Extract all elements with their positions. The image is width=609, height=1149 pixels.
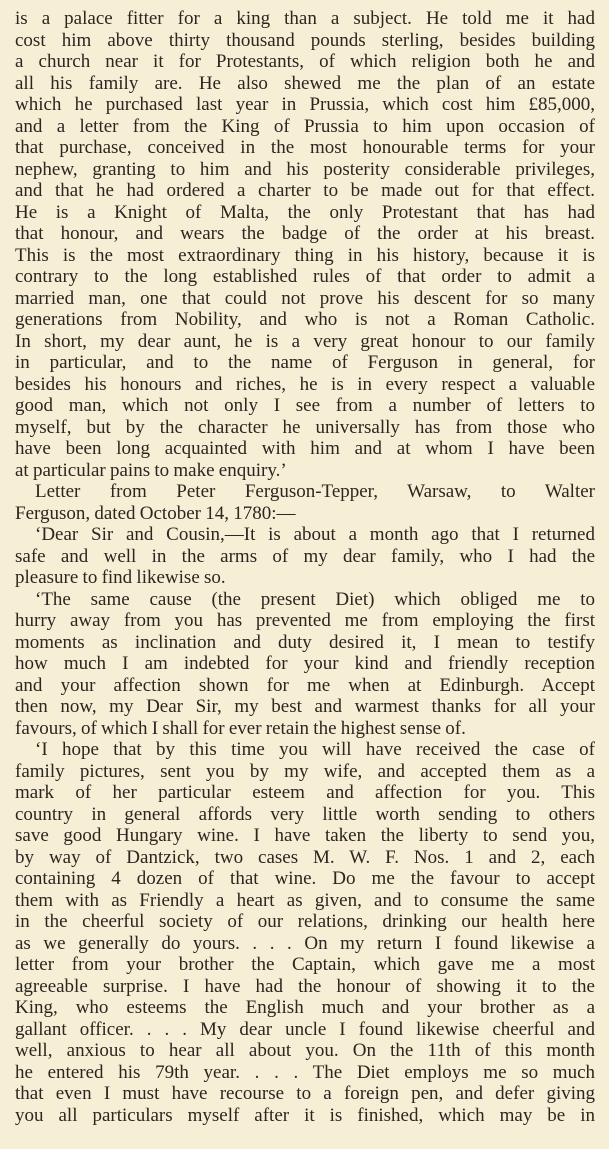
text-line: country in general affords very little worth sending to others [15, 803, 595, 825]
text-line: pleasure to find likewise so. [15, 567, 226, 588]
text-line: save good Hungary wine. I have taken the liberty to send you, [15, 825, 595, 846]
text-line: that honour, and wears the badge of the order at his breast. [15, 223, 595, 244]
text-line: He is a Knight of Malta, the only Protestant that has had [15, 201, 595, 223]
text-line: married man, one that could not prove his descent for so many [15, 287, 595, 309]
text-line: that purchase, conceived in the most honourable terms for your [15, 137, 595, 158]
text-line: besides his honours and riches, he is in every respect a valuable [15, 373, 595, 395]
text-line: agreeable surprise. I have had the honour of showing it to the [15, 975, 595, 997]
text-line: mark of her particular esteem and affection for you. This [15, 782, 595, 803]
text-line: contrary to the long established rules of that order to admit a [15, 266, 595, 287]
text-line: This is the most extraordinary thing in his history, because it is [15, 244, 595, 266]
text-line: all his family are. He also shewed me the plan of an estate [15, 72, 595, 94]
text-line: you all particulars myself after it is finished, which may be in [15, 1104, 595, 1126]
text-line: good man, which not only I see from a number of letters to [15, 395, 595, 416]
text-line: is a palace fitter for a king than a subject. He told me it had [15, 8, 595, 29]
text-line: as we generally do yours. . . . On my return I found likewise a [15, 932, 595, 954]
text-line: and your affection shown for me when at Edinburgh. Accept [15, 674, 595, 696]
text-line: well, anxious to hear all about you. On the 11th of this month [15, 1040, 595, 1061]
text-line: have been long acquainted with him and at whom I have been [15, 438, 595, 459]
text-line: gallant officer. . . . My dear uncle I found likewise cheerful and [15, 1018, 595, 1040]
text-line: ‘I hope that by this time you will have received the case of [35, 739, 595, 760]
text-line: nephew, granting to him and his posterity considerable privileges, [15, 158, 595, 180]
text-line: hurry away from you has prevented me from employing the first [15, 610, 595, 631]
paragraph [15, 8, 595, 481]
text-line: moments as inclination and duty desired it, I mean to testify [15, 631, 595, 653]
text-line: how much I am indebted for your kind and friendly reception [15, 653, 595, 674]
paragraph [15, 739, 595, 1126]
document-page [15, 8, 595, 1126]
paragraph [15, 524, 595, 589]
text-line: ‘The same cause (the present Diet) which obliged me to [35, 588, 595, 610]
text-line: that even I must have recourse to a foreign pen, and defer giving [15, 1083, 595, 1104]
text-line: by way of Dantzick, two cases M. W. F. Nos. 1 and 2, each [15, 846, 595, 868]
text-line: and a letter from the King of Prussia to him upon occasion of [15, 115, 595, 137]
text-line: them with as Friendly a heart as given, and to consume the same [15, 889, 595, 911]
text-line: safe and well in the arms of my dear family, who I had the [15, 545, 595, 567]
text-line: in particular, and to the name of Ferguson in general, for [15, 352, 595, 373]
text-line: cost him above thirty thousand pounds sterling, besides building [15, 29, 595, 51]
text-line: generations from Nobility, and who is not a Roman Catholic. [15, 309, 595, 330]
text-line: favours, of which I shall for ever retain the highest sense of. [15, 717, 466, 739]
text-line: King, who esteems the English much and your brother as a [15, 997, 595, 1018]
text-line: a church near it for Protestants, of which religion both he and [15, 51, 595, 72]
text-line: Ferguson, dated October 14, 1780:— [15, 502, 296, 524]
text-line: letter from your brother the Captain, which gave me a most [15, 954, 595, 975]
text-line: and that he had ordered a charter to be made out for that effect. [15, 180, 595, 201]
text-line: myself, but by the character he universally has from those who [15, 416, 595, 438]
text-line: ‘Dear Sir and Cousin,—It is about a month ago that I returned [35, 524, 595, 545]
paragraph [15, 589, 595, 740]
text-line: In short, my dear aunt, he is a very great honour to our family [15, 330, 595, 352]
text-line: which he purchased last year in Prussia, which cost him £85,000, [15, 94, 595, 115]
text-line: at particular pains to make enquiry.’ [15, 459, 287, 481]
text-line: then now, my Dear Sir, my best and warmest thanks for all your [15, 696, 595, 717]
text-line: Letter from Peter Ferguson-Tepper, Warsaw, to Walter [35, 481, 595, 502]
text-line: in the cheerful society of our relations, drinking our health here [15, 911, 595, 932]
paragraph [15, 481, 595, 524]
text-line: containing 4 dozen of that wine. Do me the favour to accept [15, 868, 595, 889]
text-line: family pictures, sent you by my wife, and accepted them as a [15, 760, 595, 782]
text-line: he entered his 79th year. . . . The Diet employs me so much [15, 1061, 595, 1083]
